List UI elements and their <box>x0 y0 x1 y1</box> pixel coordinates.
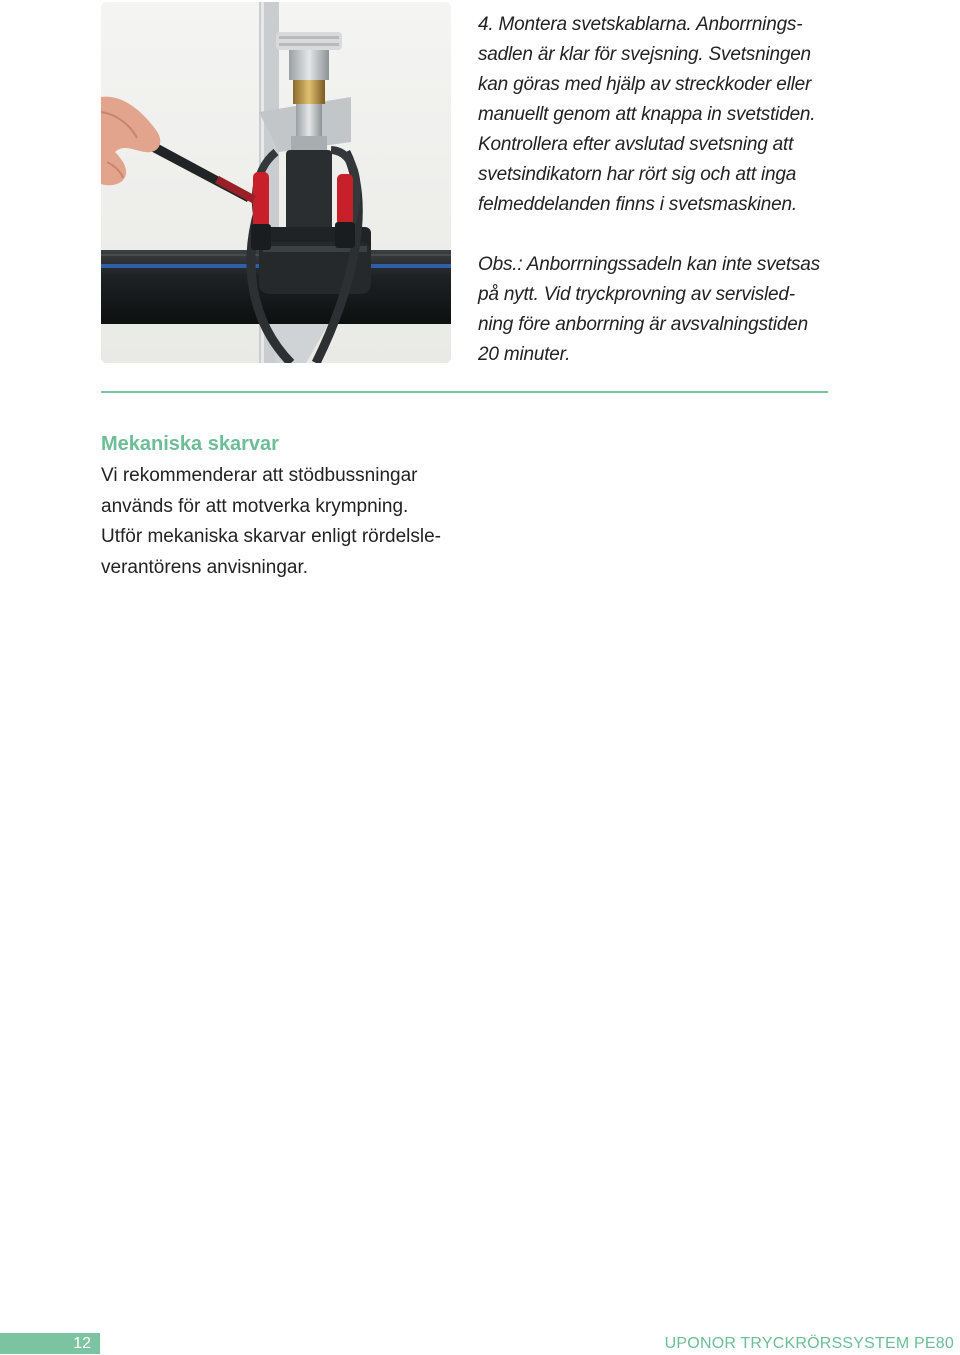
body-line: verantörens anvisningar. <box>101 556 309 578</box>
electrofusion-illustration <box>101 2 451 363</box>
note-line: 20 minuter. <box>478 344 571 365</box>
body-line: Utför mekaniska skarvar enligt rördelsle- <box>101 526 442 547</box>
note-line: ning före anborrning är avsvalningstiden <box>478 314 808 335</box>
page-number: 12 <box>0 1333 100 1354</box>
section-body <box>101 461 461 583</box>
section-divider <box>101 391 828 393</box>
electrofusion-photo <box>101 2 451 363</box>
note-line: på nytt. Vid tryckprovning av servisled- <box>478 284 795 305</box>
body-line: Vi rekommenderar att stödbussningar <box>101 465 418 486</box>
section-heading: Mekaniska skarvar <box>101 433 279 455</box>
body-line: används för att motverka krympning. <box>101 495 409 517</box>
installation-step-caption <box>478 10 838 370</box>
paragraph-gap <box>478 220 838 250</box>
step-line: Kontrollera efter avslutad svetsning att <box>478 134 794 155</box>
step-line: felmeddelanden finns i svetsmaskinen. <box>478 194 797 215</box>
step-line: 4. Montera svetskablarna. Anborrnings- <box>478 14 803 35</box>
step-line: kan göras med hjälp av streckkoder eller <box>478 74 812 95</box>
step-line: svetsindikatorn har rört sig och att inga <box>478 164 797 185</box>
publication-title: UPONOR TRYCKRÖRSSYSTEM PE80 <box>664 1335 954 1352</box>
step-line: sadlen är klar för svejsning. Svetsningen <box>478 44 811 65</box>
note-line: Obs.: Anborrningssadeln kan inte svetsas <box>478 254 820 275</box>
step-line: manuellt genom att knappa in svetstiden. <box>478 104 816 125</box>
